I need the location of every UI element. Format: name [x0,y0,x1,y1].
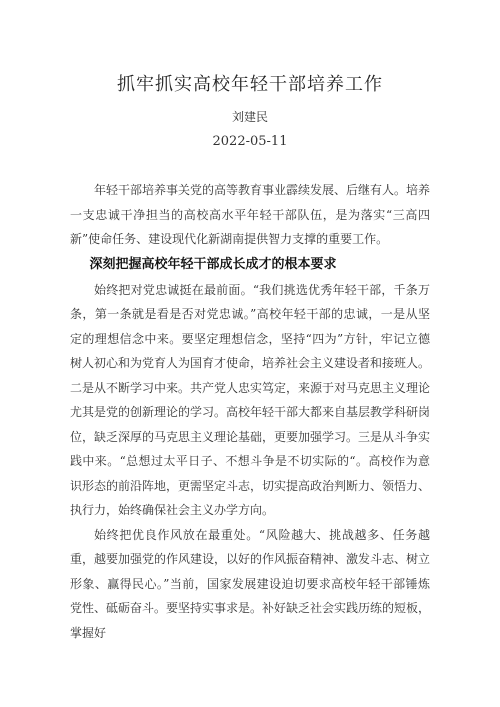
page-title: 抓牢抓实高校年轻干部培养工作 [117,74,383,95]
intro-paragraph: 年轻干部培养事关党的高等教育事业霹续发展、后继有人。培养一支忠诚干净担当的高校高水平年轻干部队伍，是为落实“三高四新”使命任务、建设现代化新湖南提供智力支撑的重要工作。 [70,183,431,246]
body-paragraph-1: 始终把对党忠诚挺在最前面。“我们挑选优秀年轻干部，千条万条，第一条就是看是否对党忠诚。”高校年轻干部的忠诚，一是从坚定的理想信念中来。要坚定理想信念，坚持“四为”方针，牢记立德树人初心和为党育人为国育才使命，培养社会主义建设者和接班人。二是从不断学习中来。共产党人忠实笃定，来源于对马克思主义理论尤其是党的创新理论的学习。高校年轻干部大都来自基层教学科研岗位，缺乏深厚的马克思主义理论基础，更要加强学习。三是从斗争实践中来。“总想过太平日子、不想斗争是不切实际的“。高校作为意识形态的前沿阵地，更需坚定斗志，切实提高政治判断力、领悟力、执行力，始终确保社会主义办学方向。 [70,282,431,517]
article-body [70,178,430,645]
body-paragraph-2: 始终把优良作风放在最重处。“风险越大、挑战越多、任务越重，越要加强党的作风建设，以好的作风振奋精神、激发斗志、树立形象、赢得民心。”当前，国家发展建设迫切要求高校年轻干部锤炼党性、砥砺奋斗。要坚持实事求是。补好缺乏社会实践历练的短板，掌握好 [70,527,431,640]
author-name: 刘建民 [231,110,268,124]
section-heading: 深刻把握高校年轻干部成长成才的根本要求 [89,256,337,272]
publish-date: 2022-05-11 [212,134,288,149]
